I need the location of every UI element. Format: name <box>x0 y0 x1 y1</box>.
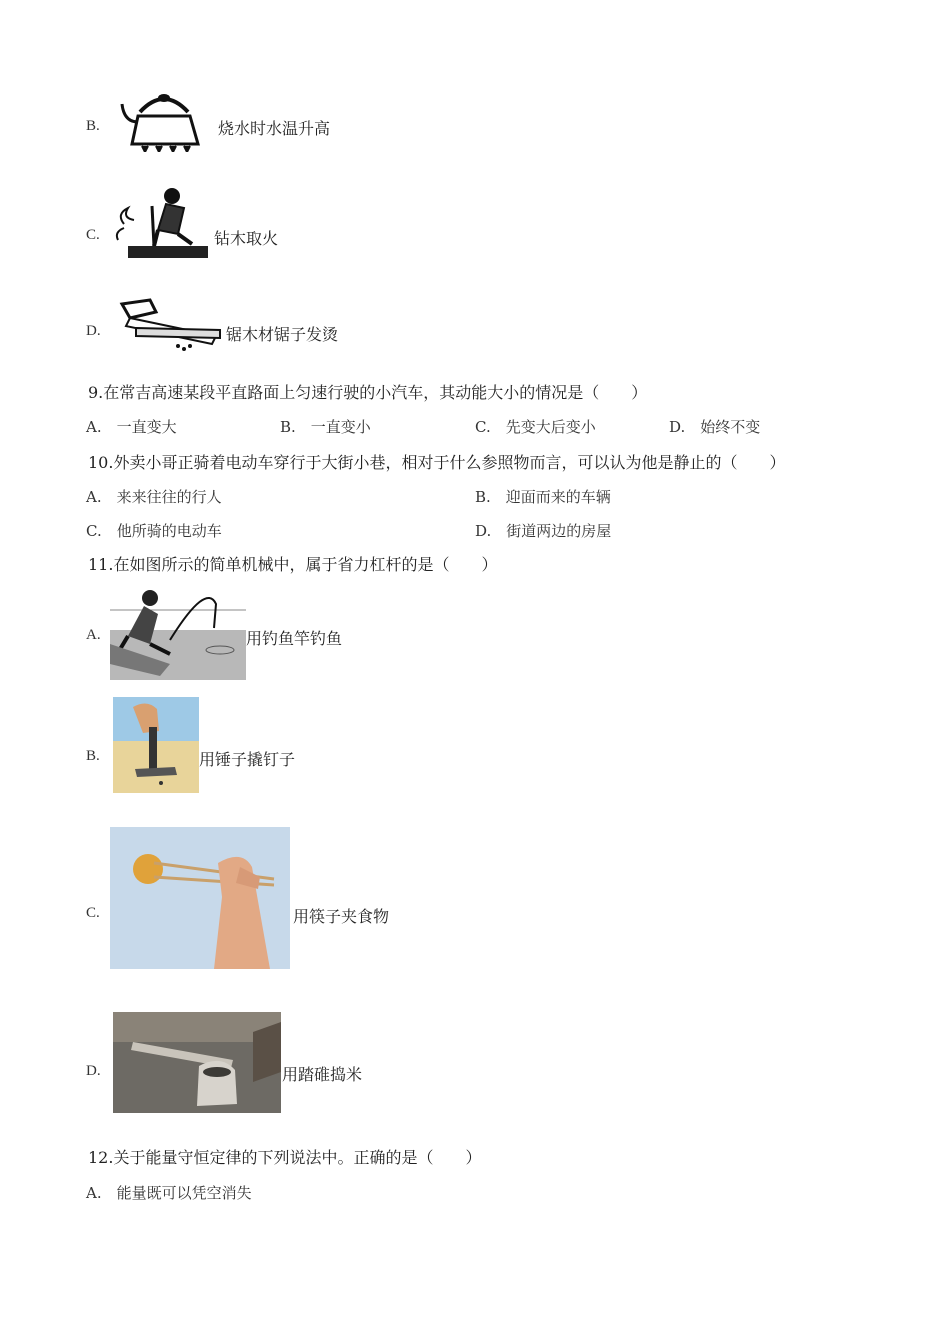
q9-option-a[interactable]: A. 一直变大 <box>86 418 177 436</box>
option-caption: 用锤子撬钉子 <box>199 750 296 769</box>
option-caption: 烧水时水温升高 <box>218 119 331 138</box>
option-letter: B. <box>86 748 100 764</box>
sawing-wood-image <box>116 296 222 354</box>
option-letter: C. <box>86 905 100 921</box>
question-12-stem: 12.关于能量守恒定律的下列说法中。正确的是（ ） <box>88 1148 482 1167</box>
option-caption: 用钓鱼竿钓鱼 <box>246 629 343 648</box>
question-9-stem: 9.在常吉高速某段平直路面上匀速行驶的小汽车，其动能大小的情况是（ ） <box>88 383 648 402</box>
option-letter: D. <box>86 1063 101 1079</box>
q12-option-a[interactable]: A. 能量既可以凭空消失 <box>86 1184 252 1202</box>
question-10-stem: 10.外卖小哥正骑着电动车穿行于大街小巷，相对于什么参照物而言，可以认为他是静止的（ ） <box>88 453 786 472</box>
q10-option-b[interactable]: B. 迎面而来的车辆 <box>475 488 611 506</box>
option-caption: 用踏碓捣米 <box>282 1065 363 1084</box>
q9-option-d[interactable]: D. 始终不变 <box>669 418 761 436</box>
hammer-image <box>113 697 199 793</box>
q9-option-b[interactable]: B. 一直变小 <box>280 418 371 436</box>
option-caption: 锯木材锯子发烫 <box>226 325 339 344</box>
option-caption: 钻木取火 <box>214 229 279 248</box>
kettle-image <box>120 82 208 152</box>
fishing-rod-image <box>110 584 246 680</box>
q10-option-a[interactable]: A. 来来往往的行人 <box>86 488 222 506</box>
option-letter: B. <box>86 118 100 134</box>
q10-option-c[interactable]: C. 他所骑的电动车 <box>86 522 222 540</box>
treadle-pestle-image <box>113 1012 281 1113</box>
option-letter: C. <box>86 227 100 243</box>
q9-option-c[interactable]: C. 先变大后变小 <box>475 418 596 436</box>
option-caption: 用筷子夹食物 <box>293 907 390 926</box>
option-letter: D. <box>86 323 101 339</box>
chopsticks-image <box>110 827 290 969</box>
q10-option-d[interactable]: D. 街道两边的房屋 <box>475 522 612 540</box>
question-11-stem: 11.在如图所示的简单机械中，属于省力杠杆的是（ ） <box>88 555 498 574</box>
option-letter: A. <box>86 627 101 643</box>
drilling-wood-fire-image <box>114 184 212 268</box>
